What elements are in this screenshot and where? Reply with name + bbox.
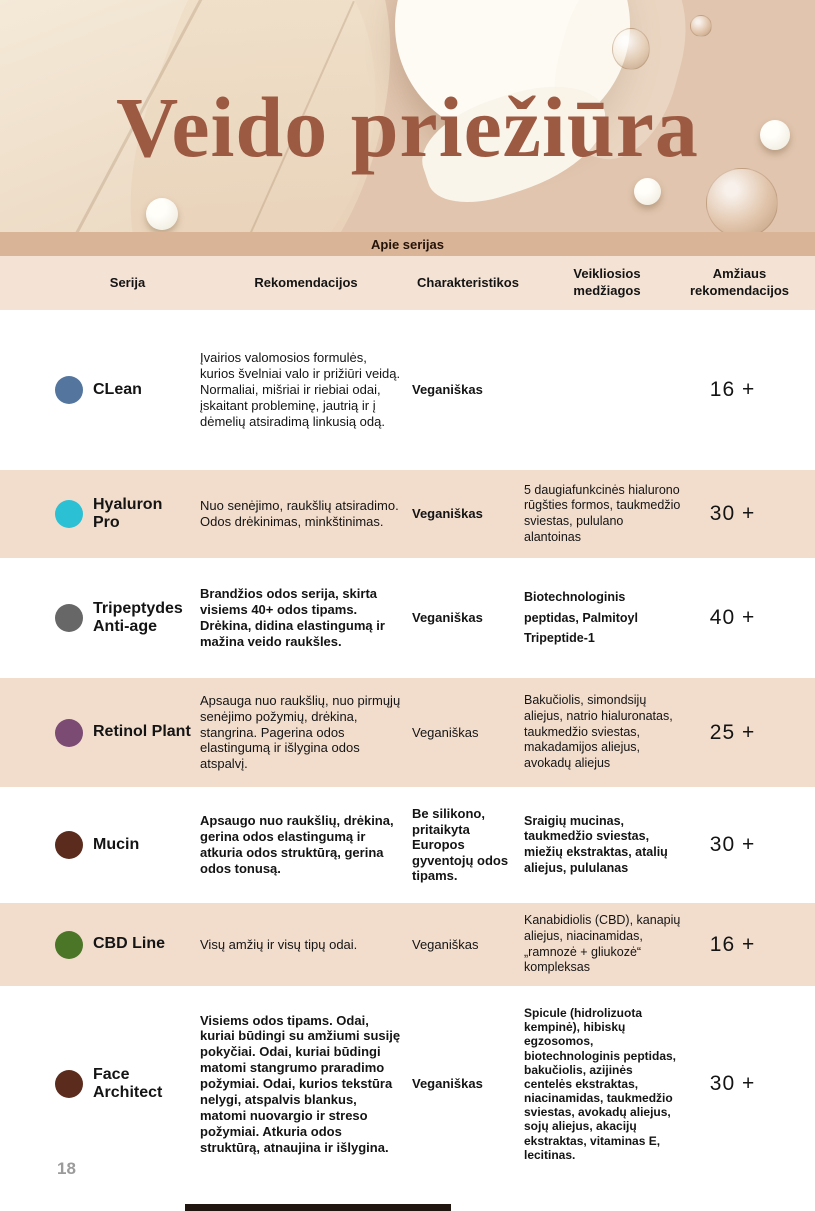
age-recommendation: 16 +: [709, 932, 756, 956]
age-recommendation: 30 +: [709, 1072, 756, 1095]
table-row-cbd-line: [0, 903, 815, 986]
series-name: CLean: [93, 380, 142, 398]
active-ingredients-text: Sraigių mucinas, taukmedžio sviestas, miežių ekstraktas, atalių aliejus, pululanas: [524, 813, 668, 875]
page-number: 18: [57, 1159, 76, 1178]
characteristics-text: Veganiškas: [412, 1076, 483, 1092]
column-header-rekomendacijos: Rekomendacijos: [254, 274, 358, 290]
series-color-dot: [55, 931, 83, 959]
series-color-dot: [55, 604, 83, 632]
recommendations-text: Brandžios odos serija, skirta visiems 40+ odos tipams. Drėkina, didina elastingumą ir mažina veido raukšles.: [200, 586, 385, 649]
series-color-dot: [55, 376, 83, 404]
section-band-label: Apie serijas: [371, 236, 444, 252]
characteristics-text: Veganiškas: [412, 936, 479, 952]
series-color-dot: [55, 719, 83, 747]
table-row-retinol-plant: [0, 678, 815, 787]
table-row-mucin: [0, 787, 815, 903]
series-name: Mucin: [93, 835, 140, 853]
characteristics-text: Veganiškas: [412, 610, 483, 626]
recommendations-text: Visiems odos tipams. Odai, kuriai būdingi su amžiumi susiję pokyčiai. Odai, kuriai būdingi matomi stangrumo praradimo požymiai. Odai, kurios tekstūra nelygi, atspalvis blankus, matomi nuovargio ir streso požymiai. Atkuria odos struktūrą, atnaujina ir išlygina.: [200, 1012, 401, 1155]
decorative-gel-bubble: [690, 15, 712, 37]
age-recommendation: 16 +: [709, 378, 756, 401]
age-recommendation: 25 +: [709, 720, 756, 744]
series-table: [0, 310, 815, 1182]
series-cell: [55, 719, 200, 747]
age-recommendation: 30 +: [709, 833, 756, 856]
active-ingredients-text: Kanabidiolis (CBD), kanapių aliejus, niacinamidas, „ramnozė + gliukozė“ kompleksas: [524, 913, 681, 975]
table-row-clean: [0, 310, 815, 470]
active-ingredients-text: 5 daugiafunkcinės hialurono rūgšties formos, taukmedžio sviestas, pululano alantoinas: [524, 482, 681, 544]
column-header-veikliosios: Veikliosios medžiagos: [573, 266, 641, 298]
hero-banner: [0, 0, 815, 232]
bottom-decor-bar: [185, 1204, 451, 1211]
active-ingredients-text: Spicule (hidrolizuota kempinė), hibiskų egzosomos, biotechnologinis peptidas, bakučiolis, azijinės centelės ekstraktas, niacinamidas, taukmedžio sviestas, avokadų aliejus, sojų aliejus, akacijų ekstraktas, vitaminas E, lecitinas.: [524, 1006, 677, 1162]
recommendations-text: Visų amžių ir visų tipų odai.: [200, 936, 358, 952]
page-title: Veido priežiūra: [116, 79, 699, 175]
decorative-gel-bubble: [706, 168, 778, 232]
recommendations-text: Apsaugo nuo raukšlių, drėkina, gerina odos elastingumą ir atkuria odos struktūrą, gerina odos tonusą.: [200, 813, 394, 876]
characteristics-text: Be silikono, pritaikyta Europos gyventojų odos tipams.: [412, 806, 509, 884]
decorative-cream-ball: [634, 178, 661, 205]
table-row-face-architect: [0, 986, 815, 1182]
series-cell: [55, 1066, 200, 1103]
series-cell: [55, 931, 200, 959]
series-color-dot: [55, 500, 83, 528]
series-cell: [55, 831, 200, 859]
characteristics-text: Veganiškas: [412, 382, 483, 398]
table-header-row: [0, 256, 815, 310]
recommendations-text: Įvairios valomosios formulės, kurios švelniai valo ir prižiūri veidą. Normaliai, mišriai ir riebiai odai, įskaitant probleminę, jautrią ir į dėmelių atsiradimą linkusią odą.: [200, 350, 401, 429]
series-name: Hyaluron Pro: [93, 495, 163, 531]
characteristics-text: Veganiškas: [412, 506, 483, 522]
section-band: [0, 232, 815, 256]
table-row-tripeptydes-anti-age: [0, 558, 815, 678]
series-color-dot: [55, 1070, 83, 1098]
decorative-gel-bubble: [612, 28, 650, 70]
series-cell: [55, 376, 200, 404]
series-color-dot: [55, 831, 83, 859]
active-ingredients-text: Biotechnologinis peptidas, Palmitoyl Tripeptide-1: [524, 590, 638, 646]
table-row-hyaluron-pro: [0, 470, 815, 558]
recommendations-text: Apsauga nuo raukšlių, nuo pirmųjų senėjimo požymių, drėkina, stangrina. Pagerina odos elastingumą ir išlygina odos atspalvį.: [200, 692, 401, 772]
recommendations-text: Nuo senėjimo, raukšlių atsiradimo. Odos drėkinimas, minkštinimas.: [200, 498, 399, 529]
series-cell: [55, 600, 200, 637]
column-header-charakteristikos: Charakteristikos: [417, 274, 519, 290]
series-name: Tripeptydes Anti-age: [93, 599, 183, 635]
series-cell: [55, 496, 200, 533]
series-name: CBD Line: [93, 935, 165, 953]
active-ingredients-text: Bakučiolis, simondsijų aliejus, natrio hialuronatas, taukmedžio sviestas, makadamijos aliejus, avokadų aliejus: [524, 693, 673, 770]
decorative-cream-ball: [146, 198, 178, 230]
column-header-serija: Serija: [109, 274, 146, 290]
age-recommendation: 40 +: [709, 606, 756, 629]
column-header-amzius: Amžiaus rekomendacijos: [690, 266, 789, 298]
age-recommendation: 30 +: [709, 502, 756, 525]
series-name: Face Architect: [93, 1065, 163, 1101]
series-name: Retinol Plant: [93, 723, 191, 741]
characteristics-text: Veganiškas: [412, 724, 479, 740]
